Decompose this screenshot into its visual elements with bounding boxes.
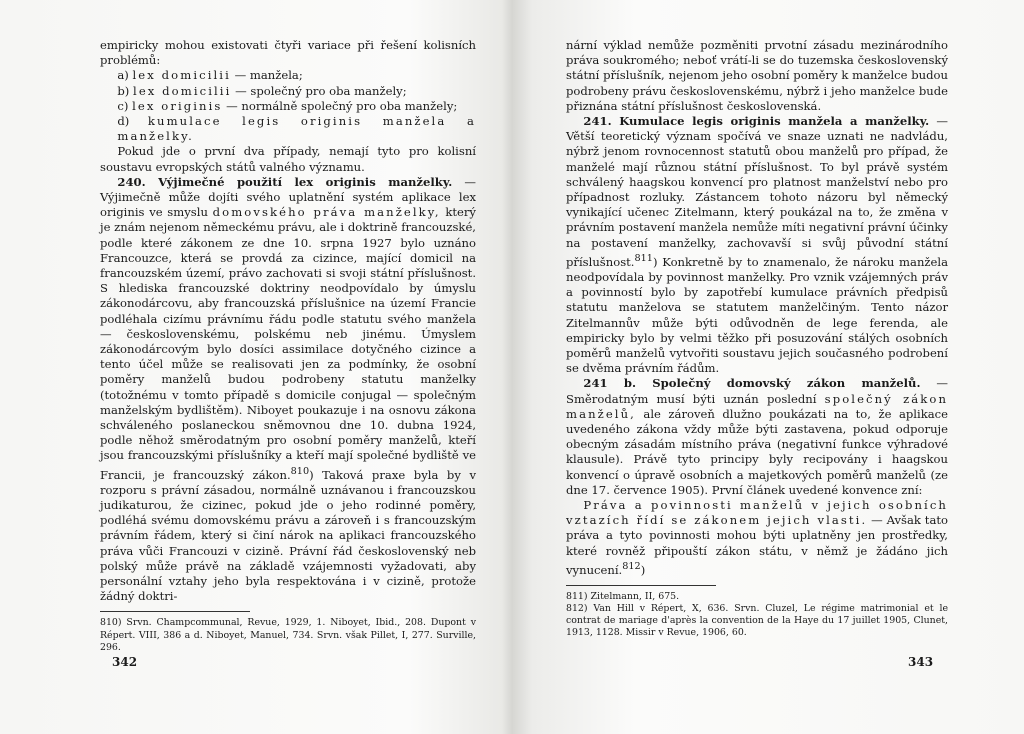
footnote-812: 812) Van Hill v Répert, X, 636. Srvn. Cluzel, Le régime matrimonial et le contrat de mariage d'après la convention de la Haye du 17 juillet 1905, Clunet, 1913, 1128. Missir v Revue, 1906, 60. (566, 603, 948, 639)
page-number-right: 343 (908, 655, 934, 669)
footnote-rule (566, 585, 716, 586)
page-number-left: 342 (112, 655, 138, 669)
section-241: 241. Kumulace legis originis manžela a manželky. — Větší teoretický význam spočívá ve snaze uznati ne nadvládu, nýbrž jenom rovnocennost statutů obou manželů pro případ, že manželé mají různou státní příslušnost. To byl právě systém schválený haagskou konvencí pro platnost manželství nebo pro případnost rozluky. Zástancem tohoto názoru byl německý vynikající učenec Zitelmann, který poukázal na to, že změna v právním postavení manžela nemůže míti negativní právní účinky na postavení manželky, zachovavší si svůj původní státní příslušnost.$^{811}$) Konkretně by to znamenalo, že nároku manžela neodpovídala by povinnost manželky. Pro vznik vzájemných práv a povinností bylo by zapotřebí kumulace právních předpisů statutu manželova se statutem manželčiným. Tento názor Zitelmannův může býti odůvodněn de lege ferenda, ale empiricky bylo by velmi těžko při posuzování stálých osobních poměrů manželů vytvořiti soustavu jejich současného podrobení se dvěma právním řádům. (566, 114, 949, 376)
footnote-811: 811) Zitelmann, II, 675. (566, 590, 680, 602)
option-c: c) lex originis — normálně společný pro oba manžely; (117, 98, 458, 113)
right-page (566, 38, 948, 640)
intro-paragraph: empiricky mohou existovati čtyři variace při řešení kolisních problémů: (100, 38, 476, 68)
footnote-ref-812: 812 (622, 560, 641, 572)
footnote-ref-810: 810 (290, 465, 310, 477)
section-240-heading: 240. Výjimečné použití lex originis manželky. (117, 174, 453, 189)
continuation-paragraph: nární výklad nemůže pozměniti prvotní zásadu mezinárodního práva soukromého; neboť vrátí-li se do tuzemska československý státní příslušník, nejenom jeho osobní poměry k manželce budou podrobeny právu československému, nýbrž i jeho manželce bude přiznána státní příslušnost československá. (566, 38, 948, 113)
option-b: b) lex domicilii — společný pro oba manžely; (117, 83, 407, 98)
footnote-810: 810) Srvn. Champcommunal, Revue, 1929, 1. Niboyet, Ibid., 208. Dupont v Répert. VIII, 386 a d. Niboyet, Manuel, 734. Srvn. však Pillet, I, 277. Surville, 296. (100, 617, 476, 653)
pokud-paragraph: Pokud jde o první dva případy, nemají tyto pro kolisní soustavu evropských států valného významu. (100, 144, 476, 174)
section-241b: 241 b. Společný domovský zákon manželů. — Směrodatným musí býti uznán poslední společný zákon manželů, ale zároveň dlužno poukázati na to, že aplikace uvedeného zákona vždy může býti zastavena, pokud odporuje obecným zásadám místního práva (negativní funkce výhradové klausule). Právě tyto principy byly recipovány i haagskou konvencí o úpravě osobních a majetkových poměrů manželů (ze dne 17. července 1905). První článek uvedené konvence zní: (566, 376, 948, 497)
section-240: 240. Výjimečné použití lex originis manželky. — Výjimečně může dojíti svého uplatnění systém aplikace lex originis ve smyslu domovského práva manželky, který je znám nejenom německému právu, ale i doktrině francouzské, podle které zákonem ze dne 10. srpna 1927 bylo uznáno Francouzce, která se provdá za cizince, mající domicil na francouzském území, právo zachovati si svoji státní příslušnost. S hlediska francouzské doktriny neodpovídalo by úmyslu zákonodárcovu, aby francouzská příslušnice na území Francie podléhala cizímu právnímu řádu podle statutu svého manžela — československému, polskému neb jinému. Úmyslem zákonodárcovým bylo dosíci assimilace dotyčného cizince a tento účel může se realisovati jen za podmínky, že osobní poměry manželů budou podrobeny statutu manželky (totožnému v tomto případě s domicile conjugal — společným manželským bydlištěm). Niboyet poukazuje i na osnovu zákona schváleného poslaneckou sněmovnou dne 10. dubna 1924, podle něhož směrodatným pro osobní poměry manželů, kteří jsou francouzskými příslušníky a kteří mají společné bydliště ve Francii, je francouzský zákon.$^{810}$) Taková praxe byla by v rozporu s právní zásadou, normálně uznávanou i francouzskou judikaturou, že cizinec, pokud jde o jeho rodinné poměry, podléhá svému domovskému právu a zároveň i s francouzským právním řádem, který si činí nárok na aplikaci francouzského práva vůči Francouzi v cizině. Právní řád československý neb polský může právě na základě vzájemnosti vyžadovati, aby personální vztahy jeho byla respektována i v cizině, protože žádný doktri- (100, 174, 477, 604)
section-241b-heading: 241 b. Společný domovský zákon manželů. (583, 376, 921, 391)
section-241-heading: 241. Kumulace legis originis manžela a manželky. (583, 114, 930, 129)
convention-quote: Práva a povinnosti manželů v jejich osobních vztazích řídí se zákonem jejich vlasti. — Avšak tato práva a tyto povinnosti mohou býti uplatněny jen prostředky, které rovněž připouští zákon státu, v němž je žádáno jich vynucení.$^{812}$) (566, 497, 948, 577)
footnote-ref-811: 811 (634, 252, 653, 264)
left-page (100, 38, 476, 654)
footnote-rule (100, 611, 250, 612)
option-a: a) lex domicilii — manžela; (117, 68, 303, 83)
option-d: d) kumulace legis originis manžela a manželky. (117, 114, 476, 144)
